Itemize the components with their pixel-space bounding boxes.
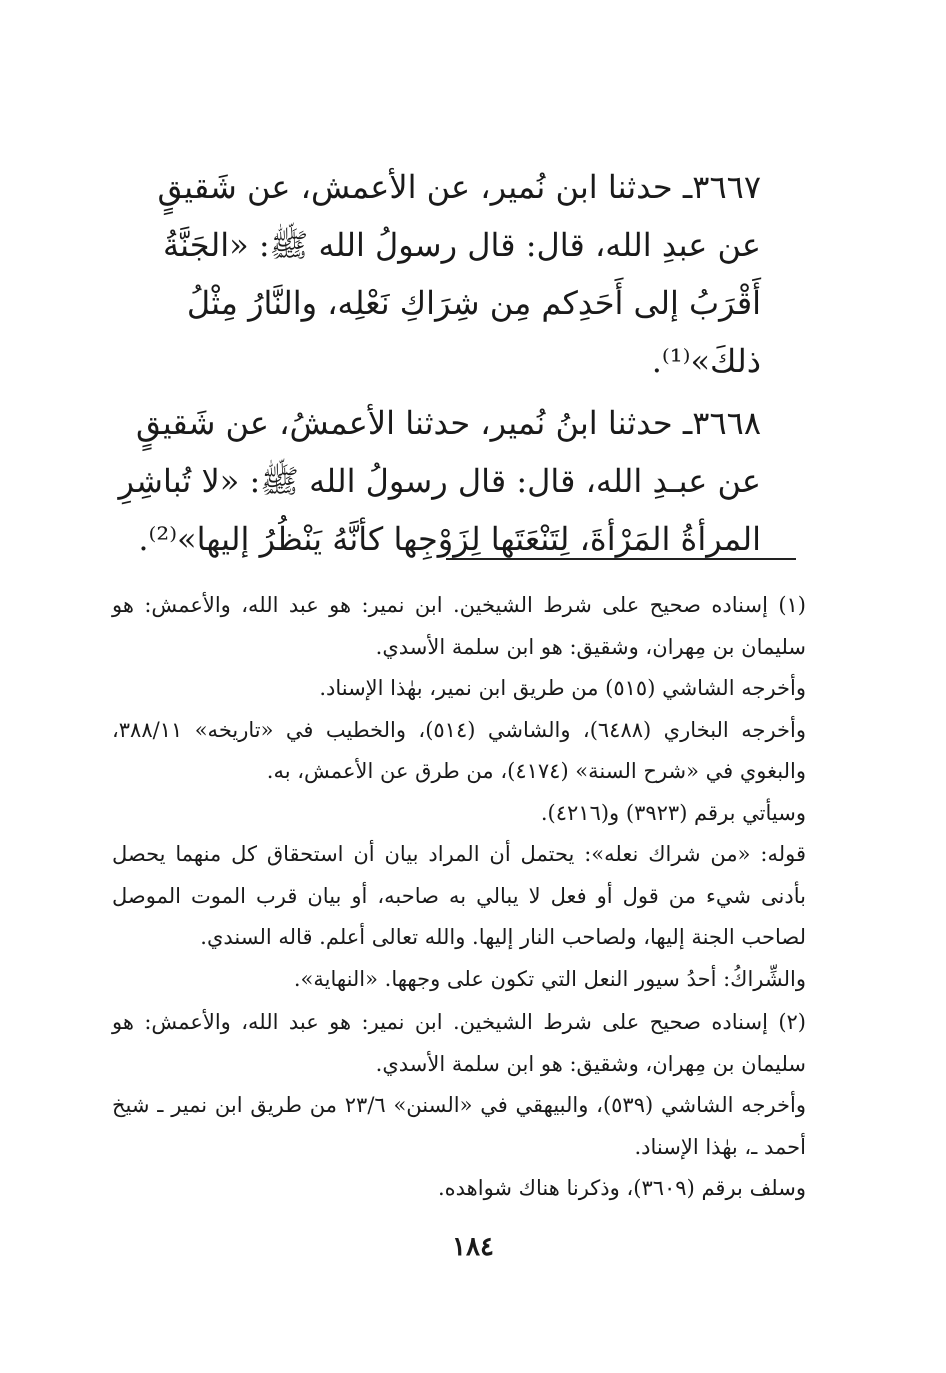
footnote-paragraph: قوله: «من شراك نعله»: يحتمل أن المراد بيان أن استحقاق كل منهما يحصل بأدنى شيء من قول أو فعل لا يبالي به صاحبه، أو بيان قرب الموت الموصل لصاحب الجنة إليها، ولصاحب النار إليها. والله تعالى أعلم. قاله السندي. (112, 842, 806, 949)
footnotes (112, 585, 806, 1210)
footnote-paragraph: (٢) إسناده صحيح على شرط الشيخين. ابن نمير: هو عبد الله، والأعمش: هو سليمان بن مِهران، وشقيق: هو ابن سلمة الأسدي. (112, 1010, 806, 1076)
page-number: ١٨٤ (452, 1232, 494, 1262)
footnote-2 (112, 1002, 806, 1210)
main-text (100, 158, 761, 568)
hadith-matn: عن عبدِ الله، قال: قال رسولُ الله ﷺ: «الجَنَّةُ أَقْرَبُ إلى أَحَدِكم مِن شِرَاكِ نَعْلِه، والنَّارُ مِثْلُ ذلكَ»⁽¹⁾. (162, 226, 761, 380)
hadith-3667 (100, 158, 761, 390)
hadith-3668 (100, 394, 761, 568)
hadith-matn: عن عبـدِ الله، قال: قال رسولُ الله ﷺ: «لا تُباشِرِ المرأةُ المَرْأةَ، لِتَنْعَتَها لِزَوْجِها كأنَّهُ يَنْظُرُ إليها»⁽²⁾. (118, 462, 761, 558)
footnote-1 (112, 585, 806, 1000)
footnote-paragraph: والشِّراكُ: أحدُ سيور النعل التي تكون على وجهها. «النهاية». (293, 966, 806, 991)
footnote-paragraph: وأخرجه الشاشي (٥٣٩)، والبيهقي في «السنن» ٢٣/٦ من طريق ابن نمير ـ شيخ أحمد ـ، بهٰذا الإسناد. (112, 1093, 806, 1159)
footnote-paragraph: وسيأتي برقم (٣٩٢٣) و(٤٢١٦). (540, 800, 806, 825)
hadith-isnad: ٣٦٦٧ـ حدثنا ابن نُمير، عن الأعمش، عن شَقيقٍ (157, 168, 761, 206)
hadith-isnad: ٣٦٦٨ـ حدثنا ابنُ نُمير، حدثنا الأعمشُ، عن شَقيقٍ (136, 404, 761, 442)
footnote-paragraph: وسلف برقم (٣٦٠٩)، وذكرنا هناك شواهده. (437, 1176, 806, 1200)
footnote-divider (446, 558, 796, 560)
footnote-paragraph: وأخرجه الشاشي (٥١٥) من طريق ابن نمير، بهٰذا الإسناد. (319, 676, 806, 700)
footnote-paragraph: (١) إسناده صحيح على شرط الشيخين. ابن نمير: هو عبد الله، والأعمش: هو سليمان بن مِهران، وشقيق: هو ابن سلمة الأسدي. (112, 593, 806, 659)
footnote-paragraph: وأخرجه البخاري (٦٤٨٨)، والشاشي (٥١٤)، والخطيب في «تاريخه» ٣٨٨/١١، والبغوي في «شرح السنة» (٤١٧٤)، من طرق عن الأعمش، به. (112, 717, 806, 783)
